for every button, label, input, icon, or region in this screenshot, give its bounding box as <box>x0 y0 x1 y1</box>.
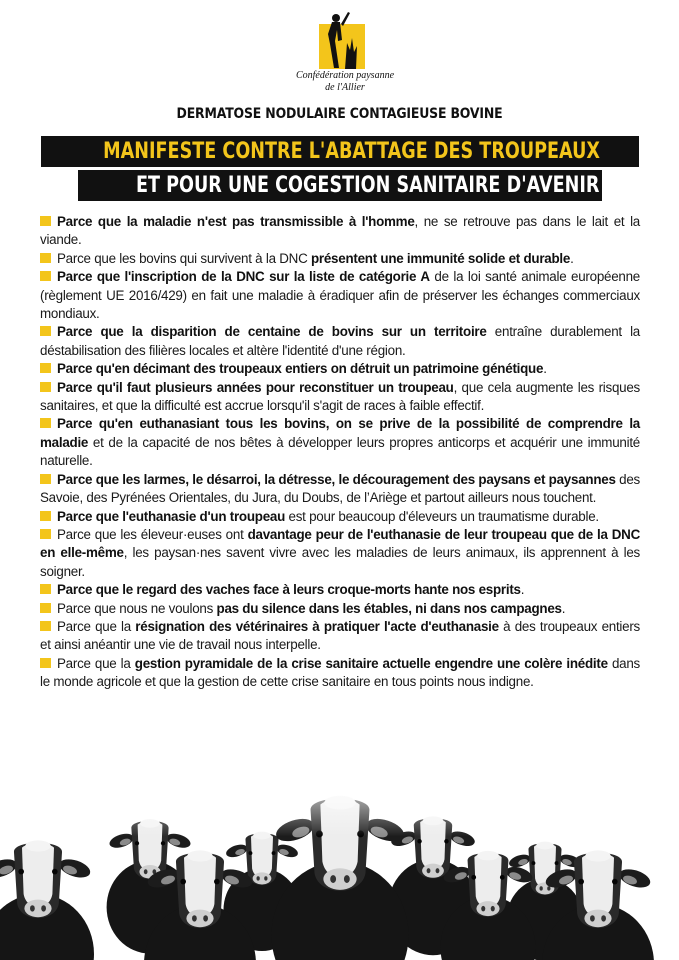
manifesto-item <box>40 655 640 692</box>
item-text-bold: pas du silence dans les étables, ni dans nos campagnes <box>216 600 562 616</box>
yellow-square-bullet <box>40 216 51 226</box>
manifesto-item <box>40 508 640 526</box>
item-text: Parce que la <box>57 655 135 671</box>
item-text: Parce que les bovins qui survivent à la DNC <box>57 250 311 266</box>
item-text: entraîne durablement la déstabilisation des filières locales et altère l'identité d'une région. <box>40 324 640 358</box>
yellow-square-bullet <box>40 529 51 539</box>
yellow-square-bullet <box>40 584 51 594</box>
item-text: Parce que la <box>57 618 136 634</box>
item-text: , que cela augmente les risques sanitaires, et que la difficulté est accrue lorsqu'il s'agit de races à faible effectif. <box>40 379 640 414</box>
item-text: , les paysan·nes savent vivre avec les maladies de leurs animaux, ils apprennent à les soigner. <box>40 545 640 579</box>
logo <box>290 10 400 96</box>
logo-emblem <box>290 10 400 70</box>
item-text: est pour beaucoup d'éleveurs un traumatisme durable. <box>285 508 599 524</box>
item-text-bold: gestion pyramidale de la crise sanitaire actuelle engendre une colère inédite <box>134 655 608 671</box>
item-text-bold: Parce que la maladie n'est pas transmissible à l'homme <box>57 214 415 229</box>
manifesto-item <box>40 600 640 618</box>
item-text-bold: présentent une immunité solide et durable <box>310 250 571 266</box>
item-text-bold: Parce qu'il faut plusieurs années pour reconstituer un troupeau <box>57 379 454 395</box>
logo-name: Confédération paysanne <box>295 70 395 81</box>
subtitle: DERMATOSE NODULAIRE CONTAGIEUSE BOVINE <box>176 106 503 122</box>
manifesto-item <box>40 360 640 378</box>
item-text: de la loi santé animale européenne (règlement UE 2016/429) en fait une maladie à éradiquer afin de préserver les échanges commerciaux mondiaux. <box>40 269 641 322</box>
cattle-herd-illustration <box>0 770 679 960</box>
item-text-bold: résignation des vétérinaires à pratiquer l'acte d'euthanasie <box>135 618 499 634</box>
yellow-square-bullet <box>40 474 51 484</box>
item-text: des Savoie, des Pyrénées Orientales, du Jura, du Doubs, de l’Ariège et partout ailleurs nous touchent. <box>40 471 640 506</box>
title-line-2: ET POUR UNE COGESTION SANITAIRE D'AVENIR <box>135 173 600 198</box>
yellow-square-bullet <box>40 418 51 428</box>
title-banner-1 <box>41 136 639 167</box>
manifesto-item <box>40 213 640 250</box>
item-text: à des troupeaux entiers et ainsi anéantir une vie de travail nous interpelle. <box>40 618 641 653</box>
title-line-1: MANIFESTE CONTRE L'ABATTAGE DES TROUPEAUX <box>103 139 600 164</box>
item-text: Parce que les éleveur·euses ont <box>57 526 248 542</box>
item-text-bold: Parce que la disparition de centaine de bovins sur un territoire <box>57 324 487 340</box>
yellow-square-bullet <box>40 253 51 263</box>
manifesto-item <box>40 471 640 508</box>
manifesto-item <box>40 618 640 655</box>
yellow-square-bullet <box>40 363 51 373</box>
item-text-bold: Parce que les larmes, le désarroi, la détresse, le découragement des paysans et paysannes <box>57 471 616 487</box>
item-text-bold: Parce qu'en décimant des troupeaux entiers on détruit un patrimoine génétique <box>57 361 544 377</box>
cattle-herd-photo <box>0 770 679 960</box>
logo-location: de l'Allier <box>325 82 365 93</box>
manifesto-item <box>40 323 640 360</box>
item-text-bold: Parce qu'en euthanasiant tous les bovins, on se prive de la possibilité de comprendre la maladie <box>40 416 640 450</box>
item-text: dans le monde agricole et que la gestion de cette crise sanitaire en tous points nous indigne. <box>40 655 640 690</box>
item-text: et de la capacité de nos bêtes à développer leurs propres anticorps et acquérir une immunité naturelle. <box>40 434 640 469</box>
item-text-bold: Parce que l'inscription de la DNC sur la liste de catégorie A <box>57 269 430 285</box>
manifesto-item <box>40 526 640 581</box>
item-text-bold: Parce que l'euthanasie d'un troupeau <box>57 508 286 524</box>
item-text-bold: Parce que le regard des vaches face à leurs croque-morts hante nos esprits <box>57 582 521 598</box>
manifesto-item <box>40 268 640 323</box>
yellow-square-bullet <box>40 326 51 336</box>
manifesto-item <box>40 379 640 416</box>
manifesto-list <box>40 213 640 692</box>
manifesto-item <box>40 250 640 268</box>
item-text: . <box>520 582 525 598</box>
yellow-square-bullet <box>40 621 51 631</box>
yellow-square-bullet <box>40 511 51 521</box>
yellow-square-bullet <box>40 658 51 668</box>
manifesto-item <box>40 581 640 599</box>
yellow-square-bullet <box>40 603 51 613</box>
item-text: , ne se retrouve pas dans le lait et la viande. <box>40 214 641 248</box>
manifesto-item <box>40 415 640 470</box>
item-text: . <box>543 361 547 377</box>
logo-square <box>319 24 365 69</box>
item-text: Parce que nous ne voulons <box>57 600 217 616</box>
item-text: . <box>561 600 566 616</box>
yellow-square-bullet <box>40 271 51 281</box>
title-banner-2 <box>78 170 602 201</box>
item-text: . <box>570 250 574 266</box>
yellow-square-bullet <box>40 382 51 392</box>
item-text-bold: davantage peur de l'euthanasie de leur troupeau que de la DNC en elle-même <box>40 526 640 561</box>
